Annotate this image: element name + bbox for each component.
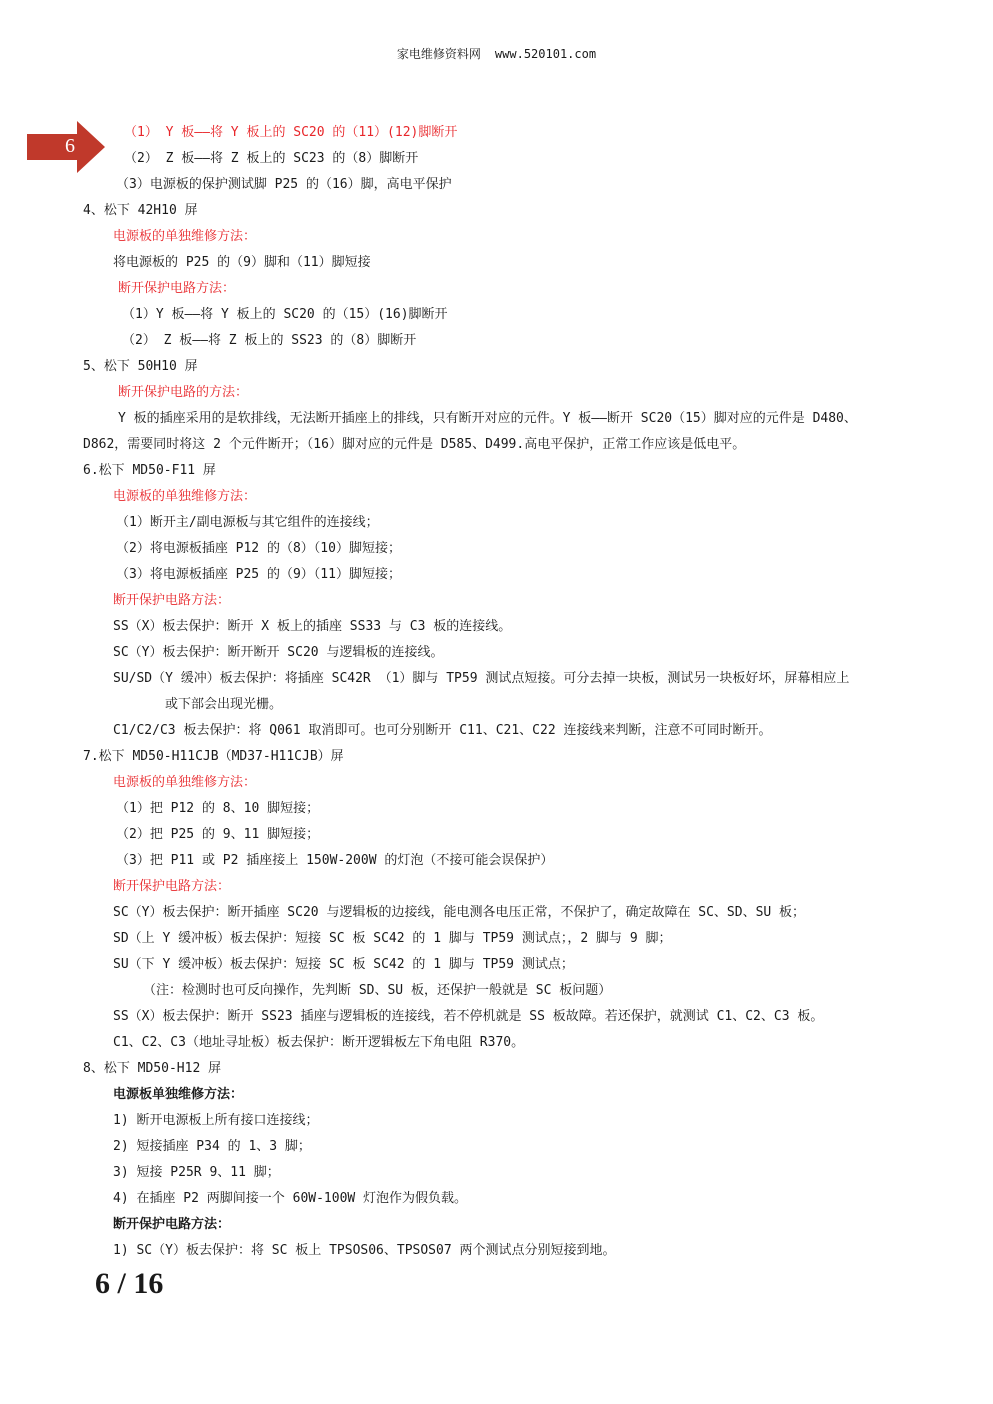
text-line: （1）Y 板——将 Y 板上的 SC20 的（15）(16)脚断开 — [122, 307, 448, 322]
text-line: SU（下 Y 缓冲板）板去保护：短接 SC 板 SC42 的 1 脚与 TP59 测试点； — [113, 957, 574, 972]
subheading: 电源板的单独维修方法： — [113, 775, 257, 790]
text-line: SU/SD（Y 缓冲）板去保护：将插座 SC42R （1）脚与 TP59 测试点短接。可分去掉一块板，测试另一块板好坏，屏幕相应上 — [113, 671, 850, 686]
text-line: （3）把 P11 或 P2 插座接上 150W-200W 的灯泡（不接可能会误保护） — [116, 853, 554, 868]
section-heading: 4、松下 42H10 屏 — [83, 203, 198, 218]
bookmark-number: 6 — [65, 135, 75, 157]
list-item: 3) 短接 P25R 9、11 脚； — [113, 1165, 280, 1180]
page-number: 6 / 16 — [95, 1267, 164, 1300]
text-line: （3）电源板的保护测试脚 P25 的（16）脚，高电平保护 — [116, 177, 452, 192]
subheading: 电源板单独维修方法： — [113, 1087, 244, 1102]
list-item: 4) 在插座 P2 两脚间接一个 60W-100W 灯泡作为假负载。 — [113, 1191, 468, 1206]
subheading: 电源板的单独维修方法： — [113, 229, 257, 244]
subheading: 断开保护电路方法： — [118, 281, 236, 296]
text-line: D862，需要同时将这 2 个元件断开；（16）脚对应的元件是 D585、D499.高电平保护，正常工作应该是低电平。 — [83, 437, 746, 452]
list-item: 1) SC（Y）板去保护：将 SC 板上 TPSOS06、TPSOS07 两个测试点分别短接到地。 — [113, 1243, 616, 1258]
text-line: 或下部会出现光栅。 — [165, 697, 283, 712]
site-name: 家电维修资料网 — [396, 47, 481, 61]
text-line: C1/C2/C3 板去保护：将 Q061 取消即可。也可分别断开 C11、C21、C22 连接线来判断，注意不可同时断开。 — [113, 723, 772, 738]
list-item: 2) 短接插座 P34 的 1、3 脚； — [113, 1139, 311, 1154]
subheading: 断开保护电路方法： — [113, 879, 231, 894]
text-line: （2） Z 板——将 Z 板上的 SS23 的（8）脚断开 — [122, 333, 417, 348]
text-line: （1） Y 板——将 Y 板上的 SC20 的（11）(12)脚断开 — [124, 125, 458, 140]
text-line: SS（X）板去保护：断开 SS23 插座与逻辑板的连接线，若不停机就是 SS 板故障。若还保护，就测试 C1、C2、C3 板。 — [113, 1009, 824, 1024]
text-line: Y 板的插座采用的是软排线，无法断开插座上的排线，只有断开对应的元件。Y 板——断开 SC20（15）脚对应的元件是 D480、 — [118, 411, 857, 426]
subheading: 断开保护电路方法： — [113, 1217, 231, 1232]
text-line: （1）把 P12 的 8、10 脚短接； — [116, 801, 320, 816]
text-line: SC（Y）板去保护：断开断开 SC20 与逻辑板的连接线。 — [113, 645, 444, 660]
text-line: （2） Z 板——将 Z 板上的 SC23 的（8）脚断开 — [124, 151, 419, 166]
text-line: SS（X）板去保护：断开 X 板上的插座 SS33 与 C3 板的连接线。 — [113, 619, 512, 634]
text-line: SC（Y）板去保护：断开插座 SC20 与逻辑板的边接线，能电测各电压正常，不保护了，确定故障在 SC、SD、SU 板； — [113, 905, 806, 920]
text-line: （2）把 P25 的 9、11 脚短接； — [116, 827, 320, 842]
list-item: 1) 断开电源板上所有接口连接线； — [113, 1113, 319, 1128]
text-line: 将电源板的 P25 的（9）脚和（11）脚短接 — [113, 255, 371, 270]
subheading: 断开保护电路方法： — [113, 593, 231, 608]
page-header — [0, 45, 993, 63]
text-line: SD（上 Y 缓冲板）板去保护：短接 SC 板 SC42 的 1 脚与 TP59 测试点；，2 脚与 9 脚； — [113, 931, 672, 946]
text-line: （注：检测时也可反向操作，先判断 SD、SU 板，还保护一般就是 SC 板问题） — [143, 983, 612, 998]
text-line: C1、C2、C3（地址寻址板）板去保护：断开逻辑板左下角电阻 R370。 — [113, 1035, 525, 1050]
subheading: 断开保护电路的方法： — [118, 385, 249, 400]
text-line: （2）将电源板插座 P12 的（8）（10）脚短接； — [116, 541, 401, 556]
section-heading: 7.松下 MD50-H11CJB（MD37-H11CJB）屏 — [83, 749, 344, 764]
section-heading: 8、松下 MD50-H12 屏 — [83, 1061, 222, 1076]
text-line: （3）将电源板插座 P25 的（9）（11）脚短接； — [116, 567, 401, 582]
subheading: 电源板的单独维修方法： — [113, 489, 257, 504]
site-url: www.520101.com — [494, 47, 597, 61]
section-heading: 6.松下 MD50-F11 屏 — [83, 463, 216, 478]
text-line: （1）断开主/副电源板与其它组件的连接线； — [116, 515, 379, 530]
section-heading: 5、松下 50H10 屏 — [83, 359, 198, 374]
